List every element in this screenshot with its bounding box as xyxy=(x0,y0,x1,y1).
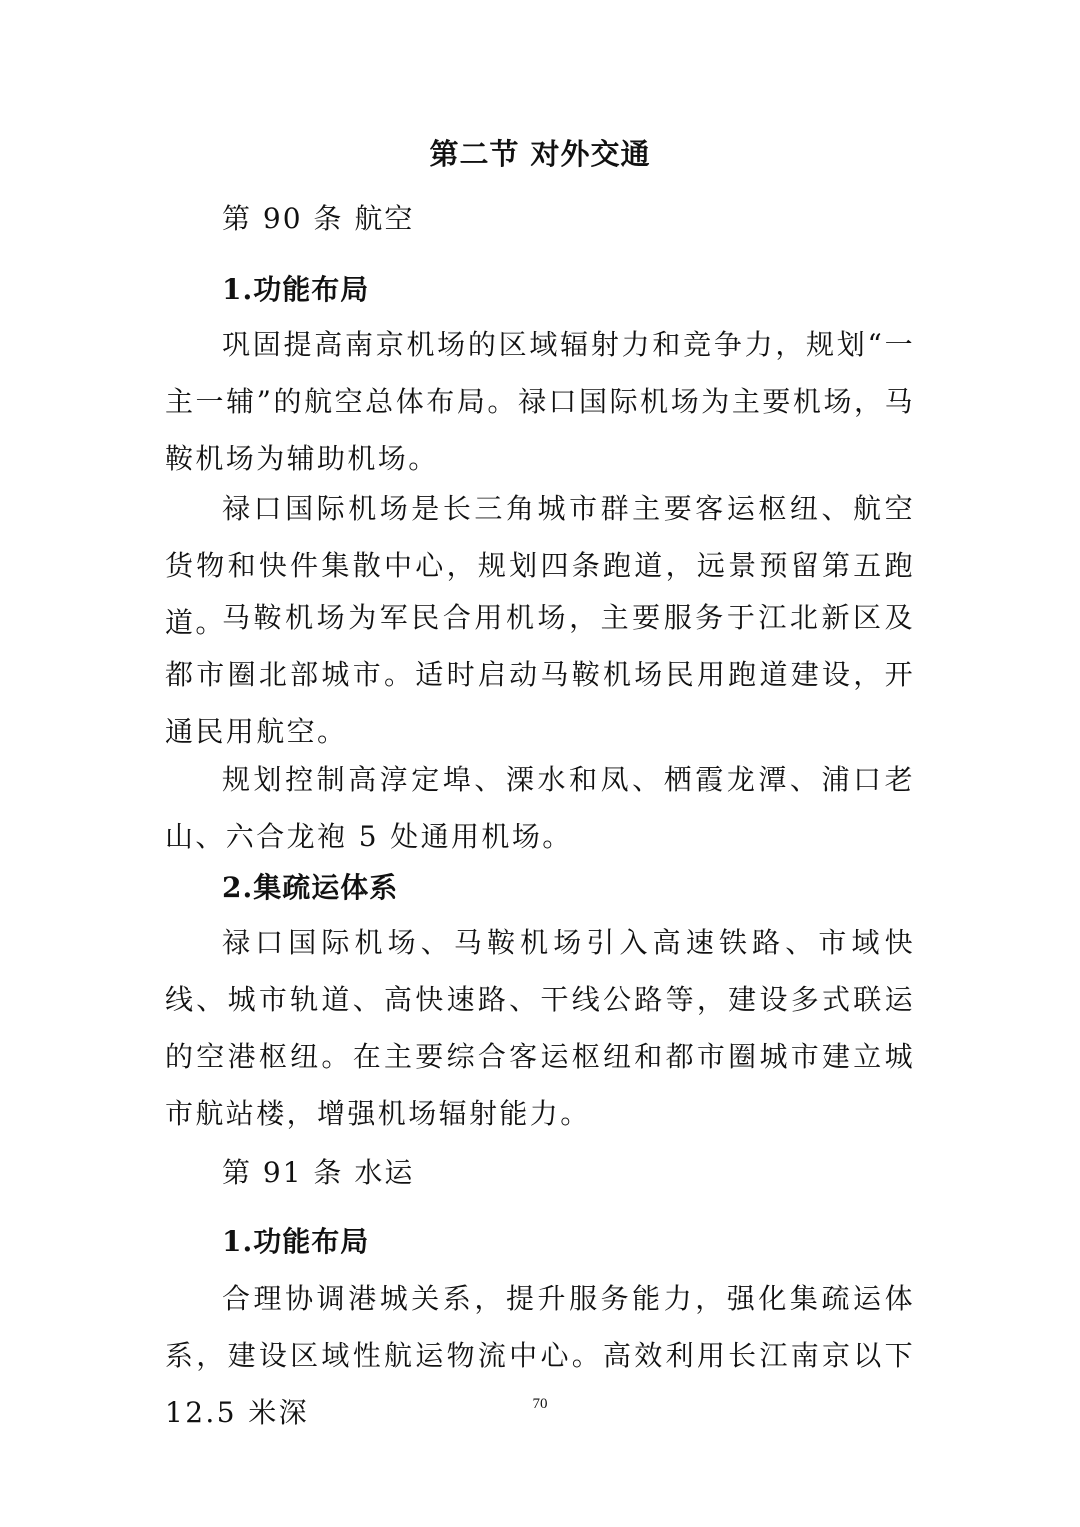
article-91-paragraph-1: 合理协调港城关系，提升服务能力，强化集疏运体系，建设区域性航运物流中心。高效利用长江南京以下 12.5 米深 xyxy=(165,1282,915,1429)
article-90-paragraph-5: 禄口国际机场、马鞍机场引入高速铁路、市域快线、城市轨道、高快速路、干线公路等，建设多式联运的空港枢纽。在主要综合客运枢纽和都市圈城市建立城市航站楼，增强机场辐射能力。 xyxy=(165,926,915,1130)
page-number: 70 xyxy=(532,1396,548,1412)
section-title: 第二节 对外交通 xyxy=(429,137,651,171)
article-91-subheading-layout: 1.功能布局 xyxy=(222,1225,370,1258)
article-90-paragraph-4: 规划控制高淳定埠、溧水和凤、栖霞龙潭、浦口老山、六合龙袍 5 处通用机场。 xyxy=(165,763,915,853)
article-90-paragraph-3: 马鞍机场为军民合用机场，主要服务于江北新区及都市圈北部城市。适时启动马鞍机场民用跑道建设，开通民用航空。 xyxy=(165,601,915,748)
article-90-subheading-transport: 2.集疏运体系 xyxy=(222,871,399,904)
article-90-subheading-layout: 1.功能布局 xyxy=(222,273,370,306)
article-90-heading: 第 90 条 航空 xyxy=(222,202,415,235)
article-90-paragraph-2: 禄口国际机场是长三角城市群主要客运枢纽、航空货物和快件集散中心，规划四条跑道，远景预留第五跑道。 xyxy=(165,492,915,639)
article-91-heading: 第 91 条 水运 xyxy=(222,1156,415,1189)
article-90-paragraph-1: 巩固提高南京机场的区域辐射力和竞争力，规划“一主一辅”的航空总体布局。禄口国际机场为主要机场，马鞍机场为辅助机场。 xyxy=(165,328,915,475)
